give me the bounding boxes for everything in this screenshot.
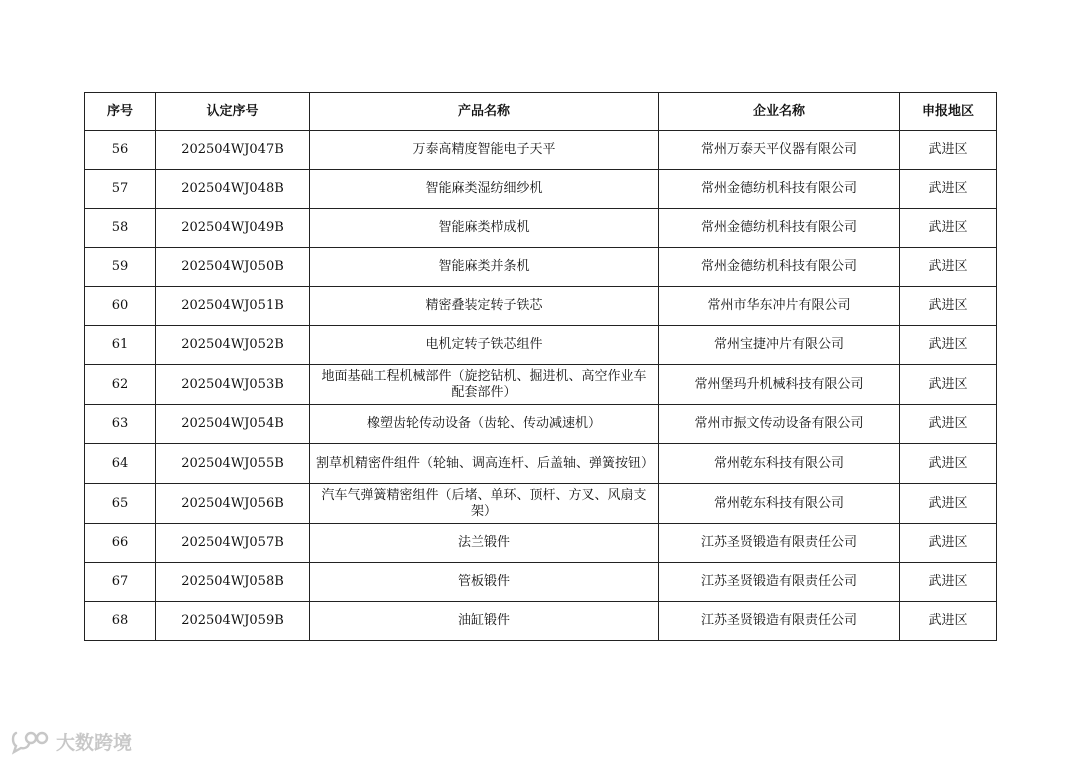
cell-no: 60 [85, 287, 156, 326]
table-row [85, 209, 997, 248]
cell-region: 武进区 [900, 405, 997, 444]
cell-product: 法兰锻件 [310, 524, 659, 563]
header-region: 申报地区 [900, 93, 997, 131]
cell-no: 61 [85, 326, 156, 365]
table-row [85, 602, 997, 641]
table-row [85, 131, 997, 170]
cell-product: 万泰高精度智能电子天平 [310, 131, 659, 170]
header-code: 认定序号 [156, 93, 310, 131]
cell-region: 武进区 [900, 524, 997, 563]
cell-code: 202504WJ053B [156, 365, 310, 405]
table-row [85, 248, 997, 287]
header-product: 产品名称 [310, 93, 659, 131]
table-row [85, 444, 997, 484]
cell-company: 常州金德纺机科技有限公司 [659, 248, 900, 287]
document-sheet [84, 92, 996, 641]
cell-company: 常州市华东冲片有限公司 [659, 287, 900, 326]
cell-code: 202504WJ054B [156, 405, 310, 444]
cell-company: 江苏圣贤锻造有限责任公司 [659, 524, 900, 563]
table-row [85, 287, 997, 326]
cell-region: 武进区 [900, 444, 997, 484]
cell-code: 202504WJ059B [156, 602, 310, 641]
cell-no: 63 [85, 405, 156, 444]
table-body [85, 131, 997, 641]
cell-company: 常州金德纺机科技有限公司 [659, 170, 900, 209]
cell-region: 武进区 [900, 602, 997, 641]
cell-company: 常州市振文传动设备有限公司 [659, 405, 900, 444]
cell-region: 武进区 [900, 209, 997, 248]
cell-product: 智能麻类并条机 [310, 248, 659, 287]
cell-product: 智能麻类湿纺细纱机 [310, 170, 659, 209]
cell-product: 橡塑齿轮传动设备（齿轮、传动减速机） [310, 405, 659, 444]
table-row [85, 326, 997, 365]
chat-bubble-logo-icon [10, 729, 50, 755]
cell-code: 202504WJ058B [156, 563, 310, 602]
cell-company: 常州乾东科技有限公司 [659, 444, 900, 484]
cell-code: 202504WJ050B [156, 248, 310, 287]
cell-no: 68 [85, 602, 156, 641]
table-row [85, 484, 997, 524]
header-no: 序号 [85, 93, 156, 131]
cell-code: 202504WJ056B [156, 484, 310, 524]
cell-company: 常州万泰天平仪器有限公司 [659, 131, 900, 170]
cell-product: 电机定转子铁芯组件 [310, 326, 659, 365]
cell-company: 常州金德纺机科技有限公司 [659, 209, 900, 248]
cell-no: 64 [85, 444, 156, 484]
cell-company: 常州宝捷冲片有限公司 [659, 326, 900, 365]
cell-code: 202504WJ055B [156, 444, 310, 484]
table-header-row [85, 93, 997, 131]
cell-region: 武进区 [900, 248, 997, 287]
header-company: 企业名称 [659, 93, 900, 131]
cell-no: 59 [85, 248, 156, 287]
cell-company: 江苏圣贤锻造有限责任公司 [659, 602, 900, 641]
cell-code: 202504WJ049B [156, 209, 310, 248]
table-row [85, 563, 997, 602]
cell-company: 江苏圣贤锻造有限责任公司 [659, 563, 900, 602]
cell-region: 武进区 [900, 287, 997, 326]
table-row [85, 365, 997, 405]
cell-product: 汽车气弹簧精密组件（后堵、单环、顶杆、方叉、风扇支架） [310, 484, 659, 524]
cell-code: 202504WJ048B [156, 170, 310, 209]
cell-region: 武进区 [900, 170, 997, 209]
cell-no: 66 [85, 524, 156, 563]
cell-product: 割草机精密件组件（轮轴、调高连杆、后盖轴、弹簧按钮） [310, 444, 659, 484]
cell-no: 67 [85, 563, 156, 602]
cell-company: 常州堡玛升机械科技有限公司 [659, 365, 900, 405]
cell-region: 武进区 [900, 563, 997, 602]
cell-product: 管板锻件 [310, 563, 659, 602]
cell-region: 武进区 [900, 326, 997, 365]
cell-region: 武进区 [900, 131, 997, 170]
table-row [85, 524, 997, 563]
cell-region: 武进区 [900, 365, 997, 405]
cell-product: 地面基础工程机械部件（旋挖钻机、掘进机、高空作业车配套部件） [310, 365, 659, 405]
cell-no: 62 [85, 365, 156, 405]
table-row [85, 405, 997, 444]
cell-no: 58 [85, 209, 156, 248]
watermark-text: 大数跨境 [56, 732, 133, 754]
cell-region: 武进区 [900, 484, 997, 524]
cell-code: 202504WJ052B [156, 326, 310, 365]
product-table [84, 92, 997, 641]
watermark [10, 728, 132, 755]
cell-product: 智能麻类栉成机 [310, 209, 659, 248]
cell-code: 202504WJ057B [156, 524, 310, 563]
cell-product: 精密叠装定转子铁芯 [310, 287, 659, 326]
cell-no: 57 [85, 170, 156, 209]
cell-no: 65 [85, 484, 156, 524]
cell-company: 常州乾东科技有限公司 [659, 484, 900, 524]
cell-no: 56 [85, 131, 156, 170]
cell-product: 油缸锻件 [310, 602, 659, 641]
cell-code: 202504WJ051B [156, 287, 310, 326]
table-row [85, 170, 997, 209]
cell-code: 202504WJ047B [156, 131, 310, 170]
